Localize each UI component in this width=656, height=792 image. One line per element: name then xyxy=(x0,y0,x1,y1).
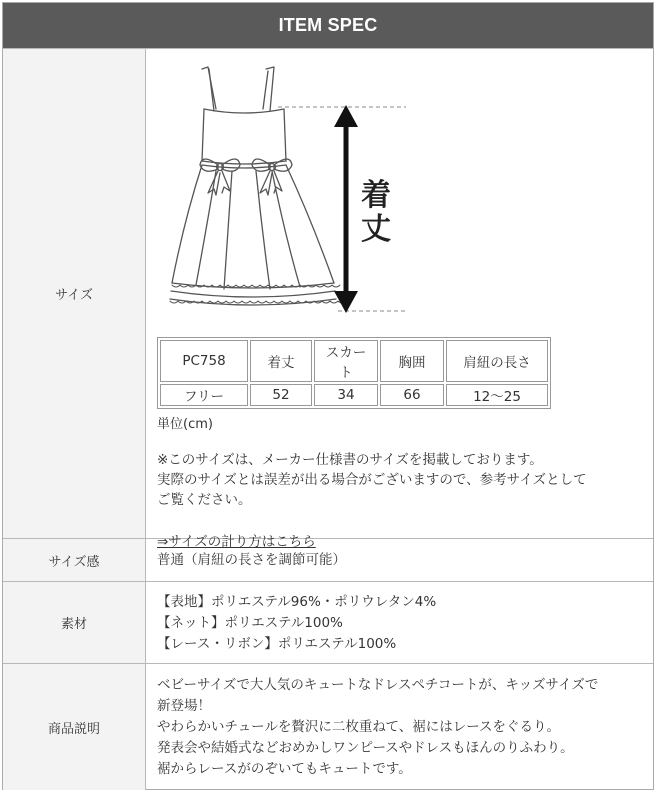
disclaimer-line: 実際のサイズとは誤差が出る場合がございますので、参考サイズとして xyxy=(157,472,587,488)
table-cell: 52 xyxy=(250,384,312,406)
description-row xyxy=(3,663,653,790)
description-content xyxy=(146,664,653,790)
size-content xyxy=(146,49,653,550)
size-table xyxy=(157,337,551,409)
disclaimer-line: ※このサイズは、メーカー仕様書のサイズを掲載しております。 xyxy=(157,452,543,468)
description-line: やわらかいチュールを贅沢に二枚重ねて、裾にはレースをぐるり。 xyxy=(157,719,561,735)
material-label: 素材 xyxy=(3,582,146,663)
material-line: 【ネット】ポリエステル100% xyxy=(157,615,343,631)
table-header-cell: 着丈 xyxy=(250,340,312,382)
material-row xyxy=(3,581,653,663)
description-label: 商品説明 xyxy=(3,664,146,790)
description-line: ベビーサイズで大人気のキュートなドレスペチコートが、キッズサイズで xyxy=(157,677,599,693)
size-feel-content xyxy=(146,539,653,581)
size-feel-value: 普通（肩紐の長さを調節可能） xyxy=(157,551,346,568)
table-header-cell: 肩紐の長さ xyxy=(446,340,548,382)
description-line: 裾からレースがのぞいてもキュートです。 xyxy=(157,761,412,777)
size-row xyxy=(3,48,653,550)
description-line: 発表会や結婚式などおめかしワンピースやドレスもほんのりふわり。 xyxy=(157,740,574,756)
table-cell: フリー xyxy=(160,384,248,406)
table-header-cell: PC758 xyxy=(160,340,248,382)
size-disclaimer xyxy=(157,450,653,510)
size-label: サイズ xyxy=(3,49,146,538)
material-line: 【レース・リボン】ポリエステル100% xyxy=(157,636,397,652)
length-label: 着丈 xyxy=(361,178,391,247)
size-feel-row xyxy=(3,538,653,581)
table-header-cell: 胸囲 xyxy=(380,340,444,382)
table-cell: 66 xyxy=(380,384,444,406)
table-cell: 34 xyxy=(314,384,378,406)
disclaimer-line: ご覧ください。 xyxy=(157,492,252,508)
petticoat-drawing xyxy=(166,61,466,321)
size-feel-label: サイズ感 xyxy=(3,539,146,581)
spec-header xyxy=(3,3,653,48)
table-cell: 12〜25 xyxy=(446,384,548,406)
size-table-header-row xyxy=(160,340,548,382)
measure-guide-link[interactable]: ⇒サイズの計り方はこちら xyxy=(157,534,316,550)
unit-note: 単位(cm) xyxy=(157,417,213,432)
material-content xyxy=(146,582,653,663)
spec-title: ITEM SPEC xyxy=(278,15,378,35)
material-line: 【表地】ポリエステル96%・ポリウレタン4% xyxy=(157,594,437,610)
table-header-cell: スカート xyxy=(314,340,378,382)
item-spec-table xyxy=(2,2,654,790)
description-line: 新登場！ xyxy=(157,698,211,714)
size-table-row xyxy=(160,384,548,406)
dress-illustration xyxy=(166,61,466,321)
